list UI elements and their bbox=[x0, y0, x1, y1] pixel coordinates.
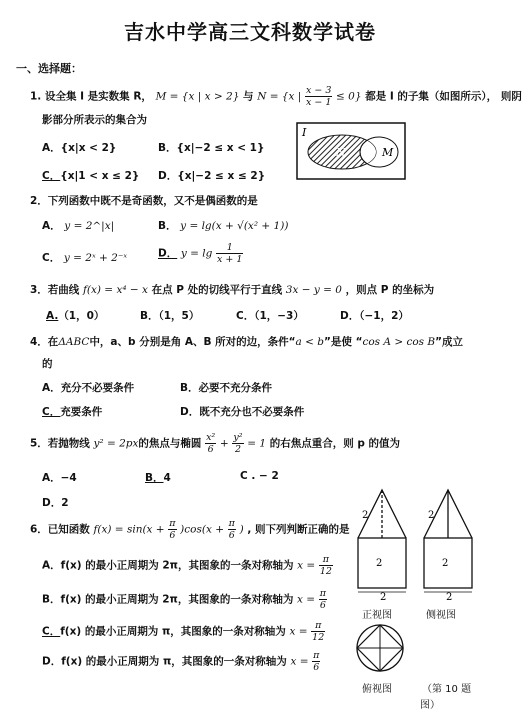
venn-diagram bbox=[296, 122, 406, 180]
side-width-label: 2 bbox=[446, 592, 453, 603]
side-view bbox=[424, 490, 472, 588]
q4-stem: 4．在ΔABC中，a、b 分别是角 A、B 所对的边，条件“a < b”是使 “cos A > cos B”成立 bbox=[30, 336, 464, 348]
front-height-label: 2 bbox=[376, 558, 383, 569]
q4-stem-line2: 的 bbox=[42, 358, 53, 370]
q3-option-c[interactable]: C．（1，−3） bbox=[236, 310, 304, 322]
q1-stem-line2: 影部分所表示的集合为 bbox=[42, 114, 147, 126]
q2-option-b[interactable]: B． y = lg(x + √(x² + 1)) bbox=[158, 220, 289, 232]
q4-option-a[interactable]: A．充分不必要条件 bbox=[42, 382, 135, 394]
front-width-label: 2 bbox=[380, 592, 387, 603]
q6-option-a[interactable]: A．f(x) 的最小正周期为 2π，其图象的一条对称轴为 x = $\frac{\pi}{12}$ bbox=[42, 554, 332, 577]
venn-label-i: I bbox=[302, 126, 307, 139]
front-slant-label: 2 bbox=[362, 510, 369, 521]
fig10-views bbox=[350, 488, 485, 606]
q5-option-d[interactable]: D．2 bbox=[42, 497, 69, 509]
q2-option-a[interactable]: A． y = 2^|x| bbox=[42, 220, 115, 232]
fig10-caption-line1: （第 10 题 bbox=[422, 684, 472, 695]
q3-option-d[interactable]: D．（−1，2） bbox=[340, 310, 409, 322]
q2-option-d[interactable]: D． y = lg $\frac{1}{x + 1}$ bbox=[158, 242, 243, 265]
q4-option-b[interactable]: B．必要不充分条件 bbox=[180, 382, 273, 394]
q5-option-c[interactable]: C . − 2 bbox=[240, 470, 279, 482]
top-view bbox=[354, 622, 406, 674]
q1-option-c[interactable]: C．{x|1 < x ≤ 2} bbox=[42, 170, 140, 182]
q6-stem: 6．已知函数 f(x) = sin(x + $\frac{\pi}{6}$ )cos(x + $\frac{\pi}{6}$ ) , 则下列判断正确的是 bbox=[30, 518, 350, 541]
front-view bbox=[358, 490, 406, 588]
q6-option-d[interactable]: D．f(x) 的最小正周期为 π，其图象的一条对称轴为 x = $\frac{\pi}{6}$ bbox=[42, 650, 320, 673]
front-view-caption: 正视图 bbox=[362, 610, 392, 621]
q1-option-d[interactable]: D．{x|−2 ≤ x ≤ 2} bbox=[158, 170, 266, 182]
exam-title: 吉水中学高三文科数学试卷 bbox=[124, 20, 376, 44]
q6-option-c[interactable]: C．f(x) 的最小正周期为 π，其图象的一条对称轴为 x = $\frac{\pi}{12}$ bbox=[42, 620, 325, 643]
q2-option-c[interactable]: C． y = 2ˣ + 2⁻ˣ bbox=[42, 252, 128, 264]
q5-option-a[interactable]: A．−4 bbox=[42, 472, 77, 484]
top-view-caption: 俯视图 bbox=[362, 684, 392, 695]
side-slant-label: 2 bbox=[428, 510, 435, 521]
q4-option-d[interactable]: D．既不充分也不必要条件 bbox=[180, 406, 305, 418]
q5-stem: 5．若抛物线 y² = 2px的焦点与椭圆 $\frac{\text{x²}}{6}$ + $\frac{\text{y²}}{2}$ = 1 的右焦点重合，则 p 的值为 bbox=[30, 432, 401, 455]
venn-label-m: M bbox=[382, 146, 394, 159]
q6-option-b[interactable]: B．f(x) 的最小正周期为 2π，其图象的一条对称轴为 x = $\frac{\pi}{6}$ bbox=[42, 588, 326, 611]
section-label: 一、选择题： bbox=[16, 62, 82, 75]
side-view-caption: 侧视图 bbox=[426, 610, 456, 621]
q3-option-b[interactable]: B．（1，5） bbox=[140, 310, 200, 322]
q4-option-c[interactable]: C．充要条件 bbox=[42, 406, 103, 418]
venn-label-n: N bbox=[336, 146, 346, 159]
q1-option-b[interactable]: B．{x|−2 ≤ x < 1} bbox=[158, 142, 265, 154]
side-height-label: 2 bbox=[442, 558, 449, 569]
q1-option-a[interactable]: A．{x|x < 2} bbox=[42, 142, 117, 154]
q3-stem: 3．若曲线 f(x) = x⁴ − x 在点 P 处的切线平行于直线 3x − y = 0 ，则点 P 的坐标为 bbox=[30, 284, 435, 296]
q3-option-a[interactable]: A.（1，0） bbox=[46, 310, 105, 322]
q5-option-b[interactable]: B．4 bbox=[145, 472, 171, 484]
q1-stem: 1. 设全集 I 是实数集 R， M = {x | x > 2} 与 N = {x | $\frac{x - 3}{x - 1}$ ≤ 0} 都是 I 的子集（如图所示）， 则阴 bbox=[30, 85, 522, 108]
q2-stem: 2．下列函数中既不是奇函数，又不是偶函数的是 bbox=[30, 195, 258, 207]
fig10-caption-line2: 图） bbox=[420, 700, 440, 711]
